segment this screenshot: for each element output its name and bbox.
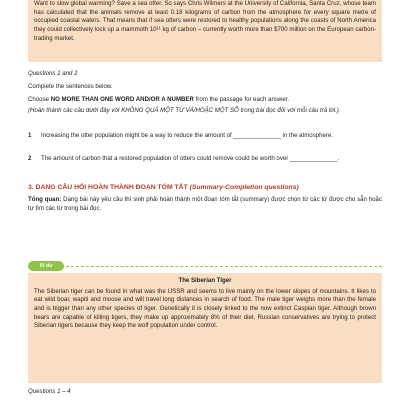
example-text: The Siberian tiger can be found in what was the USSR and seems to live mainly on the lower slopes of mountains. It likes to eat wild boar, wapiti and moose and will travel long distances in search of food. The male tiger weighs more than the female and is bigger than any other species of tiger. Genetically it is closely linked to the now extinct Caspian tiger. Although brown bears are capable of killing tigers, they make up approximately 8% of their diet. Russian conservatives are trying to protect Siberian tigers because they keep the wolf population under control. [34,287,376,330]
passage-text: Want to slow global warming? Save a sea otter. So says Chris Wilmers at the University of California, Santa Cruz, whose team has calculated that the animals remove at least 0.18 kilograms of carbon from the atmosphere for every square metre of occupied coastal waters. That means that if sea otters were restored to healthy populations along the coasts of North America they could collectively lock up a mammoth 10¹¹ kg of carbon – currently worth more than $700 million on the European carbon-trading market. [34,0,376,42]
question-number: 1 [28,132,32,139]
passage-box [28,0,382,62]
complete-instruction: Complete the sentences below. [28,83,113,90]
section-title-main: 3. DẠNG CÂU HỎI HOÀN THÀNH ĐOẠN TÓM TẮT [28,184,190,191]
choose-emphasis: NO MORE THAN ONE WORD AND/OR A NUMBER [50,96,194,103]
question-2 [28,155,382,164]
questions-heading: Questions 1 and 2 [28,70,78,77]
question-1 [28,132,382,141]
vietnamese-note: (Hoàn thành các câu dưới đây với KHÔNG QUÁ MỘT TỪ VÀ/HOẶC MỘT SỐ trong bài đọc đối với mỗi câu trả lời.) [28,107,339,114]
example-box [28,273,382,383]
section-title [28,183,382,193]
question-number: 2 [28,155,32,162]
question-text: Increasing the otter population might be a way to reduce the amount of ______________ in the atmosphere. [41,132,334,139]
example-title: The Siberian Tiger [178,277,232,284]
overview-paragraph [28,196,382,213]
example-divider [66,266,382,267]
overview-text: Dạng bài này yêu cầu thí sinh phải hoàn thành một đoạn tóm tắt (summary) được chọn từ các từ được cho sẵn hoặc tự tìm các từ trong bài đọc. [28,196,382,212]
overview-label: Tổng quan: [28,196,62,203]
section-title-english: (Summary-Completion questions) [189,184,299,191]
choose-prefix: Choose [28,96,51,103]
choose-instruction [28,96,382,105]
choose-suffix: from the passage for each answer. [193,96,290,103]
question-text: The amount of carbon that a restored population of otters could remove could be worth over ______________. [41,155,340,162]
footer-questions-heading: Questions 1 – 4 [28,388,71,395]
example-badge: Ví dụ [28,261,64,271]
